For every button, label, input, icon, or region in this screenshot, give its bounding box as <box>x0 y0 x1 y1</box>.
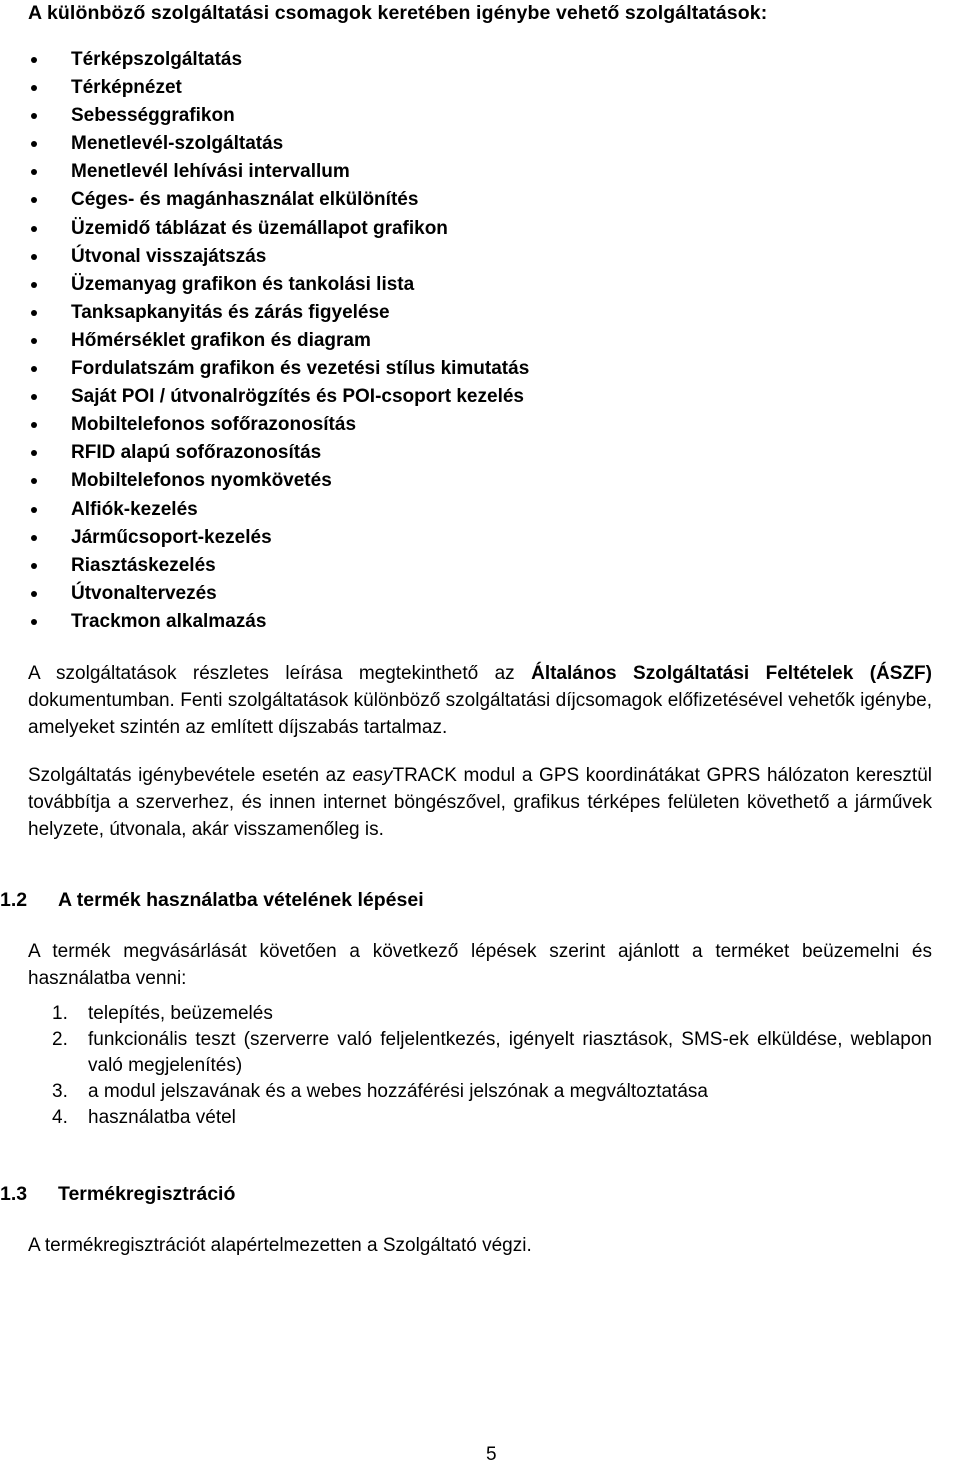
list-item: Útvonal visszajátszás <box>28 243 529 271</box>
step-number: 1. <box>52 1003 68 1024</box>
bullet-icon <box>31 85 37 91</box>
brand-suffix: TRACK <box>392 765 457 786</box>
list-item: Riasztáskezelés <box>28 552 529 580</box>
list-item: Sebességgrafikon <box>28 102 529 130</box>
list-item: Mobiltelefonos nyomkövetés <box>28 467 529 495</box>
brand-prefix: easy <box>352 765 393 786</box>
bullet-icon <box>31 338 37 344</box>
list-item: RFID alapú sofőrazonosítás <box>28 439 529 467</box>
bullet-icon <box>31 478 37 484</box>
list-item: Fordulatszám grafikon és vezetési stílus kimutatás <box>28 355 529 383</box>
list-item: Térképnézet <box>28 74 529 102</box>
intro-heading: A különböző szolgáltatási csomagok keretében igénybe vehető szolgáltatások: <box>28 2 768 24</box>
list-item: 1. telepítés, beüzemelés <box>52 1001 932 1027</box>
page-number: 5 <box>486 1444 497 1465</box>
section-heading-1-2 <box>0 888 424 912</box>
bullet-icon <box>31 366 37 372</box>
bullet-icon <box>31 254 37 260</box>
list-item: Saját POI / útvonalrögzítés és POI-csoport kezelés <box>28 383 529 411</box>
aszf-reference: Általános Szolgáltatási Feltételek (ÁSZF) <box>531 663 932 684</box>
list-item: Járműcsoport-kezelés <box>28 524 529 552</box>
list-item: Útvonaltervezés <box>28 580 529 608</box>
bullet-icon <box>31 619 37 625</box>
bullet-icon <box>31 535 37 541</box>
step-number: 4. <box>52 1107 68 1128</box>
bullet-icon <box>31 450 37 456</box>
usage-description-paragraph: Szolgáltatás igénybevétele esetén az easyTRACK modul a GPS koordinátákat GPRS hálózaton keresztül továbbítja a szerverhez, és innen internet böngészővel, grafikus térképes felületen követhető a járművek helyzete, útvonala, akár visszamenőleg is. <box>28 765 932 840</box>
bullet-icon <box>31 169 37 175</box>
list-item: Alfiók-kezelés <box>28 496 529 524</box>
list-item: Céges- és magánhasználat elkülönítés <box>28 186 529 214</box>
list-item: Üzemidő táblázat és üzemállapot grafikon <box>28 215 529 243</box>
section-title: Termékregisztráció <box>58 1183 236 1205</box>
step-number: 2. <box>52 1029 68 1050</box>
bullet-icon <box>31 282 37 288</box>
section-number: 1.3 <box>0 1183 28 1205</box>
list-item: Menetlevél-szolgáltatás <box>28 130 529 158</box>
list-item: Menetlevél lehívási intervallum <box>28 158 529 186</box>
bullet-icon <box>31 422 37 428</box>
list-item: Tanksapkanyitás és zárás figyelése <box>28 299 529 327</box>
section-title: A termék használatba vételének lépései <box>58 889 424 911</box>
bullet-icon <box>31 197 37 203</box>
bullet-icon <box>31 563 37 569</box>
section-heading-1-3 <box>0 1182 235 1206</box>
steps-intro-paragraph: A termék megvásárlását követően a következő lépések szerint ajánlott a terméket beüzemelni és használatba venni: <box>28 941 932 989</box>
bullet-icon <box>31 507 37 513</box>
steps-list <box>52 1001 932 1131</box>
bullet-icon <box>31 141 37 147</box>
list-item: Üzemanyag grafikon és tankolási lista <box>28 271 529 299</box>
bullet-icon <box>31 57 37 63</box>
list-item: 4. használatba vétel <box>52 1105 932 1131</box>
bullet-icon <box>31 310 37 316</box>
step-number: 3. <box>52 1081 68 1102</box>
list-item: 2. funkcionális teszt (szerverre való feljelentkezés, igényelt riasztások, SMS-ek elküldése, weblapon való megjelenítés) <box>52 1029 932 1076</box>
list-item: Trackmon alkalmazás <box>28 608 529 636</box>
list-item: Hőmérséklet grafikon és diagram <box>28 327 529 355</box>
bullet-icon <box>31 394 37 400</box>
list-item: Mobiltelefonos sofőrazonosítás <box>28 411 529 439</box>
list-item: Térképszolgáltatás <box>28 46 529 74</box>
registration-paragraph: A termékregisztrációt alapértelmezetten a Szolgáltató végzi. <box>28 1235 532 1256</box>
section-number: 1.2 <box>0 889 28 911</box>
list-item: 3. a modul jelszavának és a webes hozzáférési jelszónak a megváltoztatása <box>52 1079 932 1105</box>
bullet-icon <box>31 591 37 597</box>
bullet-icon <box>31 226 37 232</box>
services-description-paragraph: A szolgáltatások részletes leírása megtekinthető az Általános Szolgáltatási Feltételek (ÁSZF) dokumentumban. Fenti szolgáltatások különböző szolgáltatási díjcsomagok előfizetésével vehetők igénybe, amelyeket szintén az említett díjszabás tartalmaz. <box>28 663 932 738</box>
services-list <box>28 46 529 636</box>
bullet-icon <box>31 113 37 119</box>
